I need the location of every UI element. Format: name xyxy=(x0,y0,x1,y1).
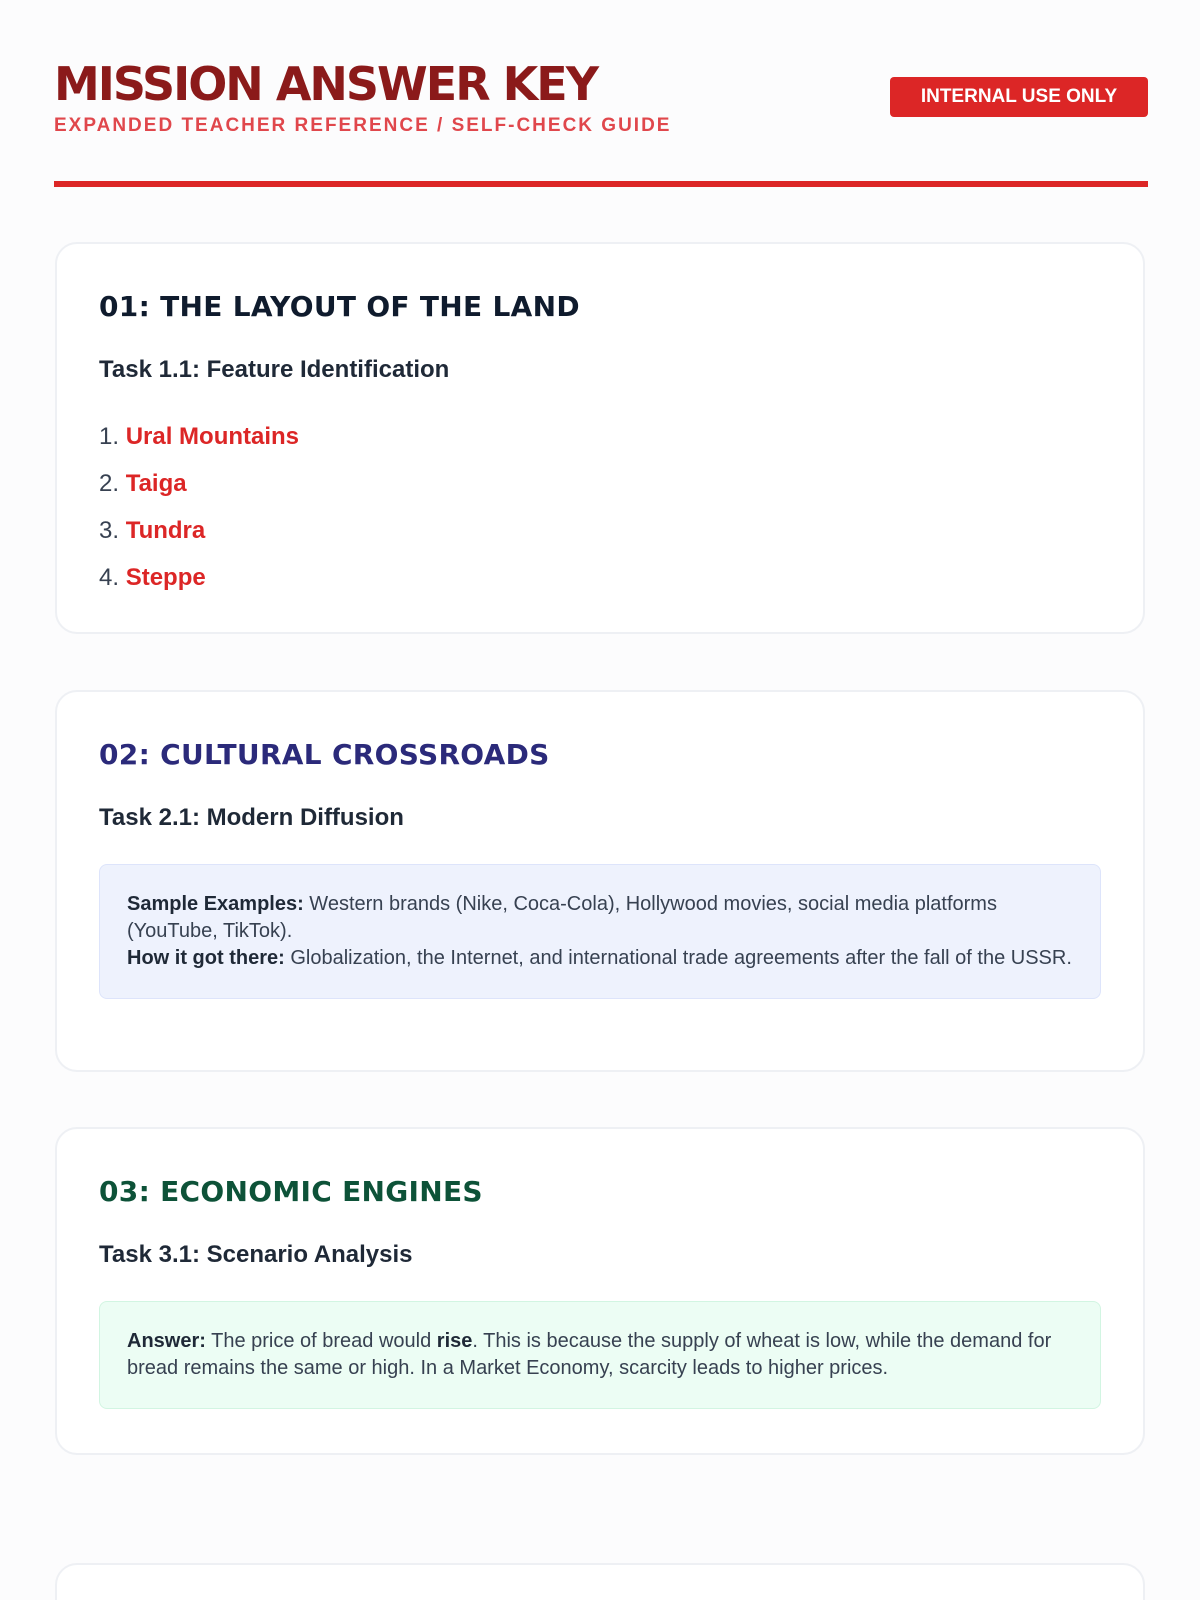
note-text: The price of bread would xyxy=(205,1330,437,1352)
section-heading: 02: CULTURAL CROSSROADS xyxy=(99,738,550,771)
list-item xyxy=(99,554,1101,601)
answer-text: Taiga xyxy=(125,470,187,497)
note-label: Sample Examples: xyxy=(127,893,304,915)
task-title: Task 2.1: Modern Diffusion xyxy=(99,804,404,831)
note-emphasis: rise xyxy=(436,1330,473,1352)
page-subtitle: EXPANDED TEACHER REFERENCE / SELF-CHECK GUIDE xyxy=(54,115,672,136)
answer-number: 2. xyxy=(99,470,120,497)
note-text: Globalization, the Internet, and international trade agreements after the fall of the USSR. xyxy=(284,947,1072,969)
answer-number: 4. xyxy=(99,564,120,591)
answer-list xyxy=(99,413,1101,601)
answer-text: Tundra xyxy=(125,517,206,544)
list-item xyxy=(99,507,1101,554)
section-card-economic-engines xyxy=(55,1127,1145,1455)
note-label: Answer: xyxy=(127,1330,206,1352)
page-title: MISSION ANSWER KEY xyxy=(54,57,598,111)
note-label: How it got there: xyxy=(127,947,285,969)
page-header xyxy=(54,56,1148,138)
note-text: Western brands (Nike, Coca-Cola), Hollywood movies, social media platforms (YouTube, TikTok). xyxy=(127,893,997,942)
section-heading: 01: THE LAYOUT OF THE LAND xyxy=(99,290,580,323)
header-divider xyxy=(54,181,1148,187)
list-item xyxy=(99,460,1101,507)
task-title: Task 1.1: Feature Identification xyxy=(99,356,450,383)
answer-number: 3. xyxy=(99,517,120,544)
answer-note xyxy=(99,1301,1101,1409)
note-text: . This is because the supply of wheat is low, while the demand for bread remains the same or high. In a Market Economy, scarcity leads to higher prices. xyxy=(127,1330,1052,1379)
answer-text: Steppe xyxy=(125,564,206,591)
section-card-layout-of-land xyxy=(55,242,1145,634)
internal-use-badge: INTERNAL USE ONLY xyxy=(890,77,1148,117)
section-card-cultural-crossroads xyxy=(55,690,1145,1072)
section-heading: 03: ECONOMIC ENGINES xyxy=(99,1175,483,1208)
section-card-next xyxy=(55,1563,1145,1600)
answer-number: 1. xyxy=(99,423,120,450)
list-item xyxy=(99,413,1101,460)
task-title: Task 3.1: Scenario Analysis xyxy=(99,1241,413,1268)
answer-note xyxy=(99,864,1101,999)
answer-text: Ural Mountains xyxy=(125,423,300,450)
